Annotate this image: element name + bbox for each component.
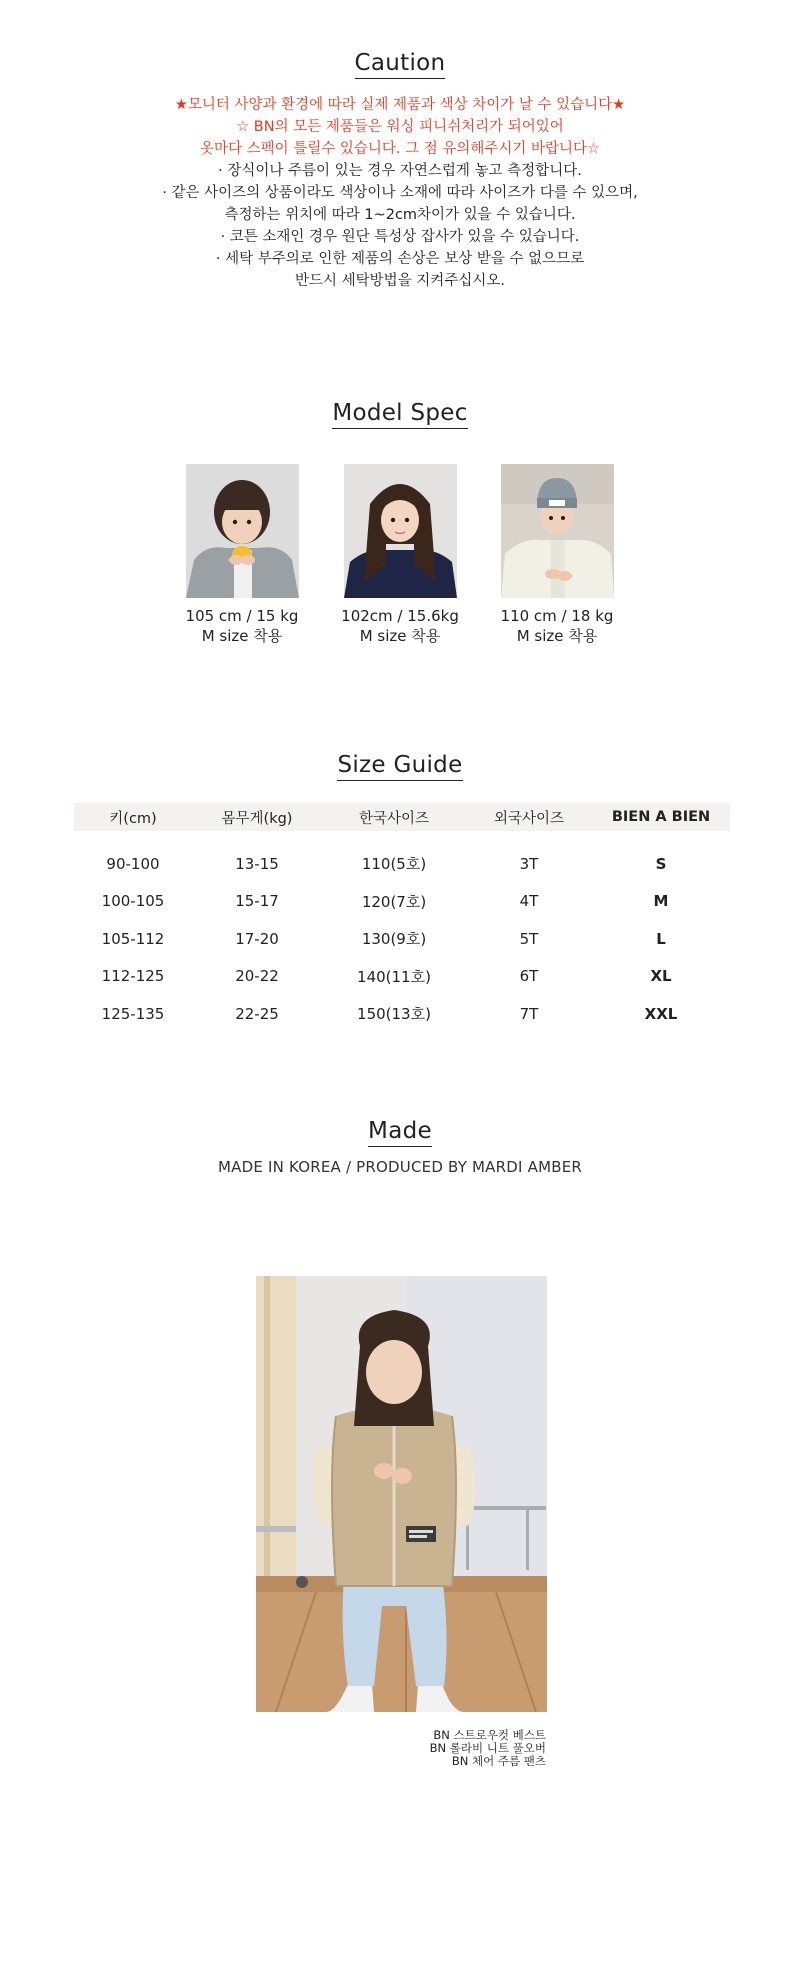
cell-brand-size: L [656, 929, 666, 948]
cell-kr-size: 150(13호) [357, 1005, 431, 1024]
product-credits [430, 1729, 546, 1768]
caution-note-line: · 코튼 소재인 경우 원단 특성상 잡사가 있을 수 있습니다. [220, 229, 580, 245]
size-header-weight: 몸무게(kg) [221, 810, 293, 827]
cell-kr-size: 140(11호) [357, 967, 431, 986]
cell-weight: 22-25 [235, 1004, 279, 1023]
model-photo [344, 464, 457, 598]
cell-brand-size: S [655, 854, 667, 873]
cell-height: 105-112 [101, 929, 165, 948]
size-table-header [74, 803, 730, 831]
model-card [482, 464, 632, 646]
cell-kr-size: 110(5호) [361, 855, 427, 874]
caution-warning-line: ☆ BN의 모든 제품들은 워싱 피니쉬처리가 되어있어 [236, 119, 564, 135]
cell-intl-size: 3T [519, 854, 539, 873]
caution-title: Caution [0, 50, 800, 76]
size-table [74, 803, 730, 1033]
model-photo [186, 464, 299, 598]
cell-intl-size: 5T [519, 929, 539, 948]
made-title: Made [0, 1118, 800, 1144]
model-size: M size 착용 [359, 627, 441, 645]
size-header-intl: 외국사이즈 [493, 810, 565, 827]
cell-weight: 15-17 [235, 892, 279, 911]
cell-intl-size: 6T [519, 967, 539, 986]
cell-height: 125-135 [101, 1004, 165, 1023]
cell-height: 100-105 [101, 892, 165, 911]
credit-line: BN 체어 주름 팬츠 [451, 1754, 546, 1768]
cell-brand-size: XXL [644, 1004, 678, 1023]
credit-line: BN 롤라비 니트 풀오버 [429, 1741, 546, 1755]
model-measure: 105 cm / 15 kg [185, 607, 299, 625]
cell-weight: 17-20 [235, 929, 279, 948]
cell-brand-size: M [653, 892, 669, 911]
table-row [74, 920, 730, 958]
model-size: M size 착용 [516, 627, 598, 645]
model-spec-title: Model Spec [0, 400, 800, 426]
size-header-brand: BIEN A BIEN [611, 809, 711, 825]
cell-weight: 20-22 [235, 967, 279, 986]
table-row [74, 883, 730, 921]
caution-note-line: · 장식이나 주름이 있는 경우 자연스럽게 놓고 측정합니다. [218, 163, 582, 179]
made-subtitle: MADE IN KOREA / PRODUCED BY MARDI AMBER [217, 1158, 583, 1176]
caution-warning-line: ★모니터 사양과 환경에 따라 실제 제품과 색상 차이가 날 수 있습니다★ [174, 97, 626, 113]
cell-intl-size: 4T [519, 892, 539, 911]
size-guide-title: Size Guide [0, 752, 800, 778]
model-measure: 110 cm / 18 kg [500, 607, 614, 625]
cell-brand-size: XL [650, 967, 672, 986]
cell-height: 90-100 [106, 854, 160, 873]
product-photo [256, 1276, 547, 1712]
cell-kr-size: 120(7호) [361, 892, 427, 911]
model-measure: 102cm / 15.6kg [341, 607, 459, 625]
credit-line: BN 스트로우컷 베스트 [433, 1728, 546, 1742]
table-row [74, 958, 730, 996]
caution-text [0, 94, 800, 292]
cell-kr-size: 130(9호) [361, 930, 427, 949]
cell-intl-size: 7T [519, 1004, 539, 1023]
table-row [74, 845, 730, 883]
caution-warning-line: 옷마다 스펙이 틀릴수 있습니다. 그 점 유의해주시기 바랍니다☆ [199, 141, 601, 157]
caution-note-line: · 세탁 부주의로 인한 제품의 손상은 보상 받을 수 없으므로 [215, 251, 585, 267]
model-card [167, 464, 317, 646]
caution-note-line: 측정하는 위치에 따라 1~2cm차이가 있을 수 있습니다. [224, 207, 576, 223]
size-header-height: 키(cm) [109, 810, 157, 827]
model-card [325, 464, 475, 646]
caution-note-line: · 같은 사이즈의 상품이라도 색상이나 소재에 따라 사이즈가 다를 수 있으며, [162, 185, 638, 201]
model-photo [501, 464, 614, 598]
size-header-kr: 한국사이즈 [358, 810, 430, 827]
cell-weight: 13-15 [235, 854, 279, 873]
cell-height: 112-125 [101, 967, 165, 986]
caution-note-line: 반드시 세탁방법을 지켜주십시오. [295, 273, 505, 289]
table-row [74, 995, 730, 1033]
model-size: M size 착용 [201, 627, 283, 645]
